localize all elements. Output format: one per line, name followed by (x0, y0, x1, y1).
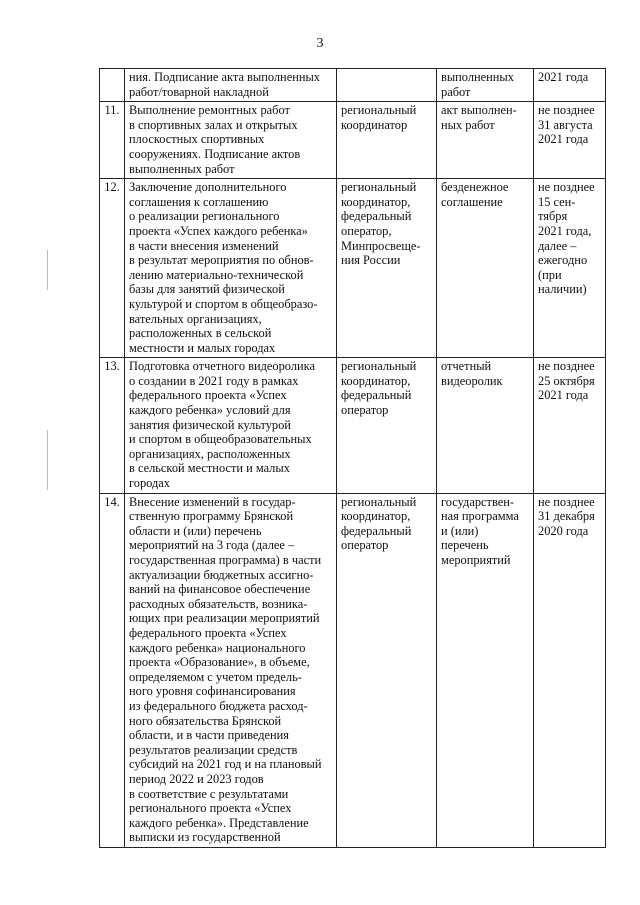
event-description: Внесение изменений в государ- ственную программу Брянской области и (или) перечень мероприятий на 3 года (далее – государственная программа) в части актуализации бюджетных ассигно- ваний на финансовое обеспечение расходных обязательств, возника- ющих при реализации мероприятий федерального проекта «Успех каждого ребенка» национального проекта «Образование», в объеме, определяемом с учетом предель- ного уровня софинансирования из федерального бюджета расход- ного обязательства Брянской области, и в части приведения результатов реализации средств субсидий на 2021 год и на плановый период 2022 и 2023 годов в соответствие с результатами регионального проекта «Успех каждого ребенка». Представление выписки из государственной (125, 493, 337, 847)
row-number (100, 69, 125, 102)
event-description: Заключение дополнительного соглашения к соглашению о реализации регионального проекта «Успех каждого ребенка» в части внесения изменений в результат мероприятия по обнов- лению материально-технической базы для занятий физической культурой и спортом в общеобразо- вательных организациях, расположенных в сельской местности и малых городах (125, 179, 337, 358)
binding-margin-mark (47, 250, 48, 290)
table-row (100, 493, 606, 847)
binding-margin-mark (47, 430, 48, 490)
row-number: 13. (100, 358, 125, 493)
table-row (100, 69, 606, 102)
result-document: отчетный видеоролик (437, 358, 534, 493)
table-row (100, 179, 606, 358)
events-table (99, 68, 606, 848)
responsible-party (337, 69, 437, 102)
table-row (100, 102, 606, 179)
event-description: Выполнение ремонтных работ в спортивных залах и открытых плоскостных спортивных сооружениях. Подписание актов выполненных работ (125, 102, 337, 179)
page-number: 3 (316, 36, 324, 51)
responsible-party: региональный координатор (337, 102, 437, 179)
row-number: 12. (100, 179, 125, 358)
row-number: 11. (100, 102, 125, 179)
row-number: 14. (100, 493, 125, 847)
deadline: не позднее 31 августа 2021 года (534, 102, 606, 179)
table-row (100, 358, 606, 493)
deadline: не позднее 15 сен- тября 2021 года, далее – ежегодно (при наличии) (534, 179, 606, 358)
event-description: ния. Подписание акта выполненных работ/товарной накладной (125, 69, 337, 102)
result-document: выполненных работ (437, 69, 534, 102)
result-document: акт выполнен- ных работ (437, 102, 534, 179)
event-description: Подготовка отчетного видеоролика о создании в 2021 году в рамках федерального проекта «Успех каждого ребенка» условий для занятия физической культурой и спортом в общеобразовательных организациях, расположенных в сельской местности и малых городах (125, 358, 337, 493)
responsible-party: региональный координатор, федеральный оператор (337, 493, 437, 847)
result-document: безденежное соглашение (437, 179, 534, 358)
responsible-party: региональный координатор, федеральный оператор, Минпросвеще- ния России (337, 179, 437, 358)
responsible-party: региональный координатор, федеральный оператор (337, 358, 437, 493)
deadline: не позднее 25 октября 2021 года (534, 358, 606, 493)
deadline: 2021 года (534, 69, 606, 102)
deadline: не позднее 31 декабря 2020 года (534, 493, 606, 847)
result-document: государствен- ная программа и (или) перечень мероприятий (437, 493, 534, 847)
